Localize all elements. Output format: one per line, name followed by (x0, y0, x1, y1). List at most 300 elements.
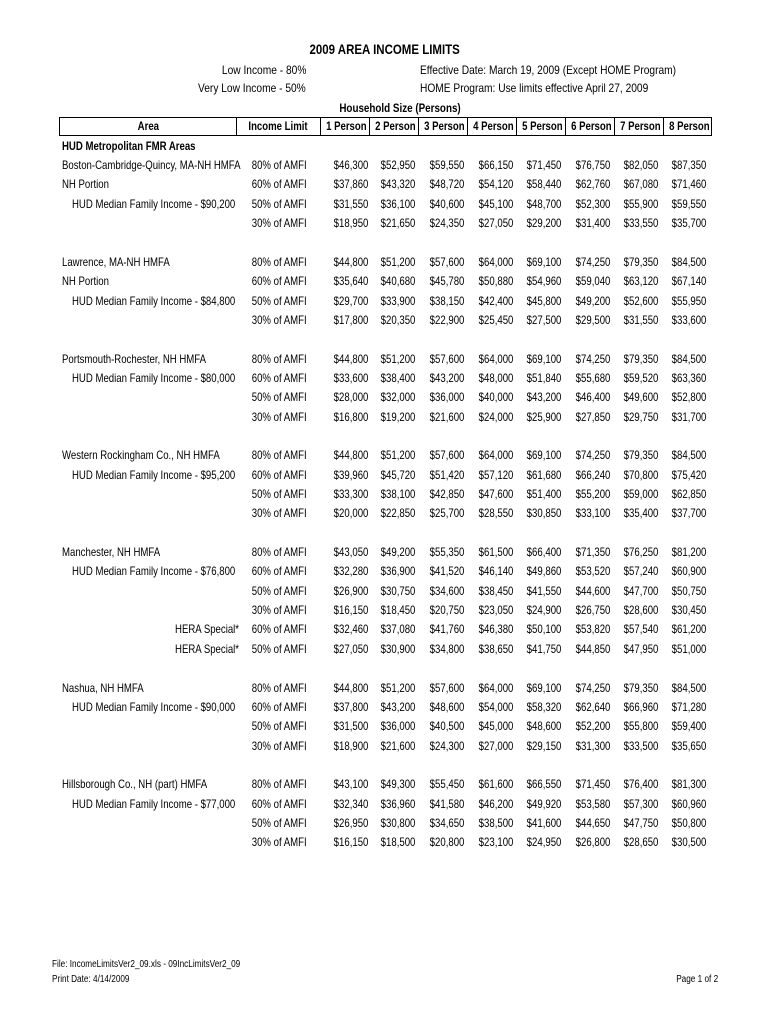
value-cell-5-person: $27,500 (526, 312, 561, 327)
income-limit-cell: 30% of AMFI (252, 738, 307, 753)
section-title-row (0, 137, 770, 156)
value-cell-3-person: $34,650 (429, 815, 464, 830)
value-cell-5-person: $51,840 (526, 370, 561, 385)
value-cell-5-person: $49,920 (526, 796, 561, 811)
value-cell-8-person: $50,750 (671, 583, 706, 598)
value-cell-8-person: $67,140 (671, 274, 706, 289)
value-cell-3-person: $41,520 (429, 564, 464, 579)
value-cell-3-person: $22,900 (429, 312, 464, 327)
area-cell: HUD Median Family Income - $90,200 (72, 196, 236, 211)
area-cell: NH Portion (62, 274, 109, 289)
income-limit-cell: 30% of AMFI (252, 835, 307, 850)
value-cell-5-person: $30,850 (526, 506, 561, 521)
value-cell-5-person: $24,950 (526, 835, 561, 850)
table-row (0, 775, 770, 794)
value-cell-6-person: $76,750 (575, 158, 610, 172)
value-cell-7-person: $47,750 (623, 815, 658, 830)
income-limit-cell: 50% of AMFI (252, 583, 307, 598)
table-row (0, 640, 770, 659)
value-cell-3-person: $57,600 (429, 254, 464, 269)
value-cell-4-person: $47,600 (478, 487, 513, 501)
value-cell-7-person: $57,300 (623, 796, 658, 811)
value-cell-8-person: $81,200 (671, 545, 706, 559)
value-cell-7-person: $59,000 (623, 487, 658, 501)
value-cell-5-person: $41,750 (526, 641, 561, 656)
table-row (0, 543, 770, 562)
value-cell-1-person: $44,800 (333, 680, 368, 695)
table-row (0, 601, 770, 620)
value-cell-3-person: $25,700 (429, 506, 464, 521)
table-row (0, 292, 770, 311)
income-limit-cell: 80% of AMFI (252, 254, 307, 269)
income-limit-cell: 60% of AMFI (252, 699, 307, 714)
value-cell-2-person: $45,720 (380, 467, 415, 482)
value-cell-1-person: $39,960 (333, 467, 368, 482)
income-limit-cell: 50% of AMFI (252, 815, 307, 830)
value-cell-6-person: $53,580 (575, 796, 610, 811)
value-cell-7-person: $76,400 (623, 777, 658, 792)
value-cell-3-person: $43,200 (429, 370, 464, 385)
value-cell-2-person: $22,850 (380, 506, 415, 521)
income-limit-cell: 80% of AMFI (252, 680, 307, 695)
value-cell-7-person: $63,120 (623, 274, 658, 289)
value-cell-7-person: $33,500 (623, 738, 658, 753)
value-cell-6-person: $27,850 (575, 409, 610, 424)
footer-file: File: IncomeLimitsVer2_09.xls - 09IncLimitsVer2_09 (52, 959, 241, 970)
value-cell-3-person: $38,150 (429, 293, 464, 308)
value-cell-8-person: $59,400 (671, 719, 706, 734)
value-cell-3-person: $59,550 (429, 158, 464, 172)
value-cell-7-person: $79,350 (623, 448, 658, 463)
value-cell-8-person: $35,700 (671, 216, 706, 231)
table-row (0, 562, 770, 581)
value-cell-1-person: $43,100 (333, 777, 368, 792)
value-cell-6-person: $74,250 (575, 448, 610, 463)
value-cell-8-person: $63,360 (671, 370, 706, 385)
income-limit-cell: 60% of AMFI (252, 274, 307, 289)
value-cell-5-person: $69,100 (526, 448, 561, 463)
value-cell-4-person: $64,000 (478, 680, 513, 695)
value-cell-4-person: $64,000 (478, 351, 513, 366)
value-cell-7-person: $79,350 (623, 351, 658, 366)
value-cell-6-person: $31,400 (575, 216, 610, 231)
income-limit-cell: 30% of AMFI (252, 312, 307, 327)
income-limit-cell: 50% of AMFI (252, 196, 307, 211)
value-cell-1-person: $37,800 (333, 699, 368, 714)
value-cell-2-person: $37,080 (380, 622, 415, 637)
value-cell-7-person: $31,550 (623, 312, 658, 327)
value-cell-8-person: $84,500 (671, 351, 706, 366)
value-cell-2-person: $40,680 (380, 274, 415, 289)
value-cell-6-person: $55,200 (575, 487, 610, 501)
value-cell-1-person: $20,000 (333, 506, 368, 521)
col-header-7-person: 7 Person (614, 118, 663, 135)
value-cell-8-person: $60,960 (671, 796, 706, 811)
value-cell-2-person: $30,900 (380, 641, 415, 656)
value-cell-5-person: $66,550 (526, 777, 561, 792)
value-cell-3-person: $57,600 (429, 351, 464, 366)
value-cell-2-person: $38,100 (380, 487, 415, 501)
value-cell-4-person: $27,000 (478, 738, 513, 753)
value-cell-2-person: $36,000 (380, 719, 415, 734)
value-cell-4-person: $46,200 (478, 796, 513, 811)
value-cell-1-person: $46,300 (333, 158, 368, 172)
value-cell-1-person: $32,280 (333, 564, 368, 579)
value-cell-8-person: $33,600 (671, 312, 706, 327)
value-cell-4-person: $45,100 (478, 196, 513, 211)
income-limit-cell: 30% of AMFI (252, 409, 307, 424)
value-cell-3-person: $41,580 (429, 796, 464, 811)
income-limit-cell: 60% of AMFI (252, 622, 307, 637)
table-row (0, 272, 770, 291)
value-cell-4-person: $38,650 (478, 641, 513, 656)
table-row (0, 485, 770, 504)
value-cell-2-person: $30,800 (380, 815, 415, 830)
value-cell-1-person: $27,050 (333, 641, 368, 656)
value-cell-8-person: $71,460 (671, 177, 706, 192)
value-cell-3-person: $42,850 (429, 487, 464, 501)
value-cell-5-person: $54,960 (526, 274, 561, 289)
table-row (0, 369, 770, 388)
value-cell-1-person: $33,600 (333, 370, 368, 385)
value-cell-6-person: $44,650 (575, 815, 610, 830)
col-header-6-person: 6 Person (565, 118, 614, 135)
value-cell-8-person: $59,550 (671, 196, 706, 211)
value-cell-1-person: $16,800 (333, 409, 368, 424)
value-cell-1-person: $28,000 (333, 390, 368, 405)
value-cell-5-person: $71,450 (526, 158, 561, 172)
table-row (0, 795, 770, 814)
value-cell-2-person: $18,500 (380, 835, 415, 850)
value-cell-7-person: $47,700 (623, 583, 658, 598)
value-cell-1-person: $18,900 (333, 738, 368, 753)
value-cell-7-person: $55,800 (623, 719, 658, 734)
value-cell-4-person: $40,000 (478, 390, 513, 405)
value-cell-7-person: $55,900 (623, 196, 658, 211)
value-cell-4-person: $66,150 (478, 158, 513, 172)
value-cell-8-person: $87,350 (671, 158, 706, 172)
section-title: HUD Metropolitan FMR Areas (62, 139, 196, 153)
col-header-5-person: 5 Person (516, 118, 565, 135)
value-cell-6-person: $74,250 (575, 254, 610, 269)
value-cell-6-person: $59,040 (575, 274, 610, 289)
income-limit-cell: 80% of AMFI (252, 448, 307, 463)
value-cell-6-person: $46,400 (575, 390, 610, 405)
value-cell-7-person: $33,550 (623, 216, 658, 231)
table-row (0, 408, 770, 427)
value-cell-3-person: $48,600 (429, 699, 464, 714)
value-cell-8-person: $35,650 (671, 738, 706, 753)
area-cell: HUD Median Family Income - $77,000 (72, 796, 236, 811)
value-cell-6-person: $31,300 (575, 738, 610, 753)
value-cell-6-person: $29,500 (575, 312, 610, 327)
value-cell-8-person: $55,950 (671, 293, 706, 308)
value-cell-6-person: $62,640 (575, 699, 610, 714)
value-cell-3-person: $21,600 (429, 409, 464, 424)
value-cell-7-person: $70,800 (623, 467, 658, 482)
value-cell-4-person: $61,600 (478, 777, 513, 792)
value-cell-3-person: $36,000 (429, 390, 464, 405)
value-cell-2-person: $51,200 (380, 448, 415, 463)
value-cell-4-person: $28,550 (478, 506, 513, 521)
income-limit-cell: 50% of AMFI (252, 487, 307, 501)
value-cell-5-person: $41,550 (526, 583, 561, 598)
table-row (0, 737, 770, 756)
table-row (0, 253, 770, 272)
value-cell-1-person: $18,950 (333, 216, 368, 231)
value-cell-8-person: $50,800 (671, 815, 706, 830)
value-cell-6-person: $53,820 (575, 622, 610, 637)
value-cell-2-person: $18,450 (380, 603, 415, 617)
value-cell-8-person: $30,500 (671, 835, 706, 850)
value-cell-1-person: $44,800 (333, 254, 368, 269)
value-cell-2-person: $49,300 (380, 777, 415, 792)
value-cell-3-person: $48,720 (429, 177, 464, 192)
value-cell-7-person: $28,650 (623, 835, 658, 850)
income-limit-cell: 60% of AMFI (252, 796, 307, 811)
value-cell-3-person: $24,350 (429, 216, 464, 231)
value-cell-5-person: $48,600 (526, 719, 561, 734)
value-cell-6-person: $71,450 (575, 777, 610, 792)
value-cell-5-person: $41,600 (526, 815, 561, 830)
value-cell-4-person: $38,500 (478, 815, 513, 830)
value-cell-4-person: $61,500 (478, 545, 513, 559)
value-cell-3-person: $55,350 (429, 545, 464, 559)
value-cell-2-person: $19,200 (380, 409, 415, 424)
value-cell-5-person: $50,100 (526, 622, 561, 637)
value-cell-7-person: $79,350 (623, 254, 658, 269)
value-cell-8-person: $37,700 (671, 506, 706, 521)
area-cell: Western Rockingham Co., NH HMFA (62, 448, 220, 463)
value-cell-4-person: $24,000 (478, 409, 513, 424)
col-header-1-person: 1 Person (320, 118, 369, 135)
value-cell-3-person: $34,600 (429, 583, 464, 598)
value-cell-3-person: $40,500 (429, 719, 464, 734)
value-cell-2-person: $49,200 (380, 545, 415, 559)
value-cell-8-person: $62,850 (671, 487, 706, 501)
value-cell-4-person: $54,000 (478, 699, 513, 714)
value-cell-4-person: $45,000 (478, 719, 513, 734)
value-cell-4-person: $23,050 (478, 603, 513, 617)
col-header-8-person: 8 Person (663, 118, 711, 135)
very-low-income-note: Very Low Income - 50% (198, 81, 306, 95)
value-cell-5-person: $51,400 (526, 487, 561, 501)
value-cell-1-person: $35,640 (333, 274, 368, 289)
value-cell-8-person: $61,200 (671, 622, 706, 637)
value-cell-8-person: $60,900 (671, 564, 706, 579)
value-cell-2-person: $38,400 (380, 370, 415, 385)
value-cell-7-person: $28,600 (623, 603, 658, 617)
table-row (0, 466, 770, 485)
area-cell: HUD Median Family Income - $90,000 (72, 699, 236, 714)
income-limit-cell: 30% of AMFI (252, 216, 307, 231)
value-cell-6-person: $52,200 (575, 719, 610, 734)
value-cell-1-person: $32,340 (333, 796, 368, 811)
footer-print-date: Print Date: 4/14/2009 (52, 974, 130, 985)
value-cell-5-person: $48,700 (526, 196, 561, 211)
value-cell-8-person: $31,700 (671, 409, 706, 424)
value-cell-8-person: $75,420 (671, 467, 706, 482)
value-cell-5-person: $58,440 (526, 177, 561, 192)
value-cell-4-person: $42,400 (478, 293, 513, 308)
value-cell-5-person: $29,200 (526, 216, 561, 231)
value-cell-5-person: $24,900 (526, 603, 561, 617)
value-cell-7-person: $82,050 (623, 158, 658, 172)
col-header-area: Area (137, 119, 159, 133)
footer-page-number: Page 1 of 2 (676, 974, 718, 985)
income-limit-cell: 80% of AMFI (252, 777, 307, 792)
value-cell-4-person: $50,880 (478, 274, 513, 289)
column-header-row (59, 117, 712, 136)
area-cell: HERA Special* (174, 641, 239, 656)
table-row (0, 388, 770, 407)
value-cell-3-person: $20,800 (429, 835, 464, 850)
value-cell-5-person: $69,100 (526, 680, 561, 695)
value-cell-1-person: $33,300 (333, 487, 368, 501)
table-row (0, 350, 770, 369)
income-limit-cell: 50% of AMFI (252, 719, 307, 734)
value-cell-6-person: $49,200 (575, 293, 610, 308)
value-cell-7-person: $35,400 (623, 506, 658, 521)
value-cell-6-person: $74,250 (575, 680, 610, 695)
value-cell-5-person: $69,100 (526, 351, 561, 366)
income-limit-cell: 30% of AMFI (252, 603, 307, 617)
table-row (0, 195, 770, 214)
area-cell: Nashua, NH HMFA (62, 680, 144, 695)
value-cell-2-person: $52,950 (380, 158, 415, 172)
table-row (0, 717, 770, 736)
value-cell-3-person: $55,450 (429, 777, 464, 792)
value-cell-2-person: $21,650 (380, 216, 415, 231)
value-cell-4-person: $64,000 (478, 254, 513, 269)
effective-date-note: Effective Date: March 19, 2009 (Except HOME Program) (420, 63, 677, 77)
value-cell-4-person: $54,120 (478, 177, 513, 192)
value-cell-4-person: $27,050 (478, 216, 513, 231)
value-cell-5-person: $45,800 (526, 293, 561, 308)
value-cell-7-person: $49,600 (623, 390, 658, 405)
value-cell-6-person: $33,100 (575, 506, 610, 521)
value-cell-3-person: $57,600 (429, 448, 464, 463)
value-cell-5-person: $43,200 (526, 390, 561, 405)
value-cell-6-person: $66,240 (575, 467, 610, 482)
value-cell-4-person: $46,380 (478, 622, 513, 637)
income-limit-cell: 60% of AMFI (252, 467, 307, 482)
value-cell-1-person: $16,150 (333, 603, 368, 617)
value-cell-6-person: $44,600 (575, 583, 610, 598)
value-cell-8-person: $52,800 (671, 390, 706, 405)
area-cell: Manchester, NH HMFA (62, 545, 161, 559)
value-cell-4-person: $57,120 (478, 467, 513, 482)
income-limit-cell: 80% of AMFI (252, 545, 307, 559)
income-limit-cell: 60% of AMFI (252, 177, 307, 192)
value-cell-7-person: $52,600 (623, 293, 658, 308)
area-cell: HUD Median Family Income - $80,000 (72, 370, 236, 385)
area-cell: HUD Median Family Income - $84,800 (72, 293, 236, 308)
value-cell-4-person: $64,000 (478, 448, 513, 463)
value-cell-1-person: $29,700 (333, 293, 368, 308)
income-limit-cell: 80% of AMFI (252, 351, 307, 366)
value-cell-2-person: $43,200 (380, 699, 415, 714)
value-cell-1-person: $43,050 (333, 545, 368, 559)
value-cell-5-person: $49,860 (526, 564, 561, 579)
value-cell-8-person: $71,280 (671, 699, 706, 714)
value-cell-6-person: $53,520 (575, 564, 610, 579)
value-cell-4-person: $23,100 (478, 835, 513, 850)
value-cell-1-person: $31,550 (333, 196, 368, 211)
table-row (0, 620, 770, 639)
value-cell-6-person: $52,300 (575, 196, 610, 211)
area-cell: NH Portion (62, 177, 109, 192)
value-cell-1-person: $16,150 (333, 835, 368, 850)
value-cell-1-person: $26,950 (333, 815, 368, 830)
income-limit-cell: 50% of AMFI (252, 641, 307, 656)
value-cell-5-person: $69,100 (526, 254, 561, 269)
value-cell-1-person: $31,500 (333, 719, 368, 734)
value-cell-6-person: $74,250 (575, 351, 610, 366)
value-cell-4-person: $38,450 (478, 583, 513, 598)
value-cell-7-person: $66,960 (623, 699, 658, 714)
value-cell-3-person: $41,760 (429, 622, 464, 637)
value-cell-4-person: $46,140 (478, 564, 513, 579)
value-cell-5-person: $29,150 (526, 738, 561, 753)
value-cell-1-person: $44,800 (333, 351, 368, 366)
area-cell: HUD Median Family Income - $95,200 (72, 467, 236, 482)
value-cell-8-person: $84,500 (671, 680, 706, 695)
table-row (0, 214, 770, 233)
value-cell-7-person: $57,540 (623, 622, 658, 637)
value-cell-5-person: $25,900 (526, 409, 561, 424)
area-cell: HERA Special* (174, 622, 239, 637)
area-cell: Lawrence, MA-NH HMFA (62, 254, 170, 269)
table-row (0, 311, 770, 330)
value-cell-2-person: $36,100 (380, 196, 415, 211)
value-cell-3-person: $40,600 (429, 196, 464, 211)
value-cell-7-person: $59,520 (623, 370, 658, 385)
value-cell-6-person: $62,760 (575, 177, 610, 192)
value-cell-1-person: $44,800 (333, 448, 368, 463)
value-cell-2-person: $51,200 (380, 254, 415, 269)
table-row (0, 582, 770, 601)
income-limit-cell: 30% of AMFI (252, 506, 307, 521)
value-cell-7-person: $67,080 (623, 177, 658, 192)
home-program-note: HOME Program: Use limits effective April 27, 2009 (420, 81, 649, 95)
value-cell-2-person: $51,200 (380, 351, 415, 366)
value-cell-3-person: $24,300 (429, 738, 464, 753)
table-row (0, 698, 770, 717)
value-cell-3-person: $20,750 (429, 603, 464, 617)
value-cell-1-person: $37,860 (333, 177, 368, 192)
value-cell-8-person: $81,300 (671, 777, 706, 792)
value-cell-6-person: $44,850 (575, 641, 610, 656)
value-cell-2-person: $43,320 (380, 177, 415, 192)
value-cell-2-person: $36,960 (380, 796, 415, 811)
area-cell: Portsmouth-Rochester, NH HMFA (62, 351, 207, 366)
col-header-3-person: 3 Person (418, 118, 467, 135)
value-cell-5-person: $58,320 (526, 699, 561, 714)
value-cell-2-person: $33,900 (380, 293, 415, 308)
value-cell-7-person: $29,750 (623, 409, 658, 424)
value-cell-2-person: $21,600 (380, 738, 415, 753)
income-limit-cell: 60% of AMFI (252, 564, 307, 579)
value-cell-3-person: $57,600 (429, 680, 464, 695)
table-row (0, 833, 770, 852)
table-row (0, 175, 770, 194)
page-title: 2009 AREA INCOME LIMITS (309, 41, 461, 57)
income-limit-cell: 50% of AMFI (252, 390, 307, 405)
table-row (0, 814, 770, 833)
value-cell-6-person: $55,680 (575, 370, 610, 385)
table-row (0, 679, 770, 698)
